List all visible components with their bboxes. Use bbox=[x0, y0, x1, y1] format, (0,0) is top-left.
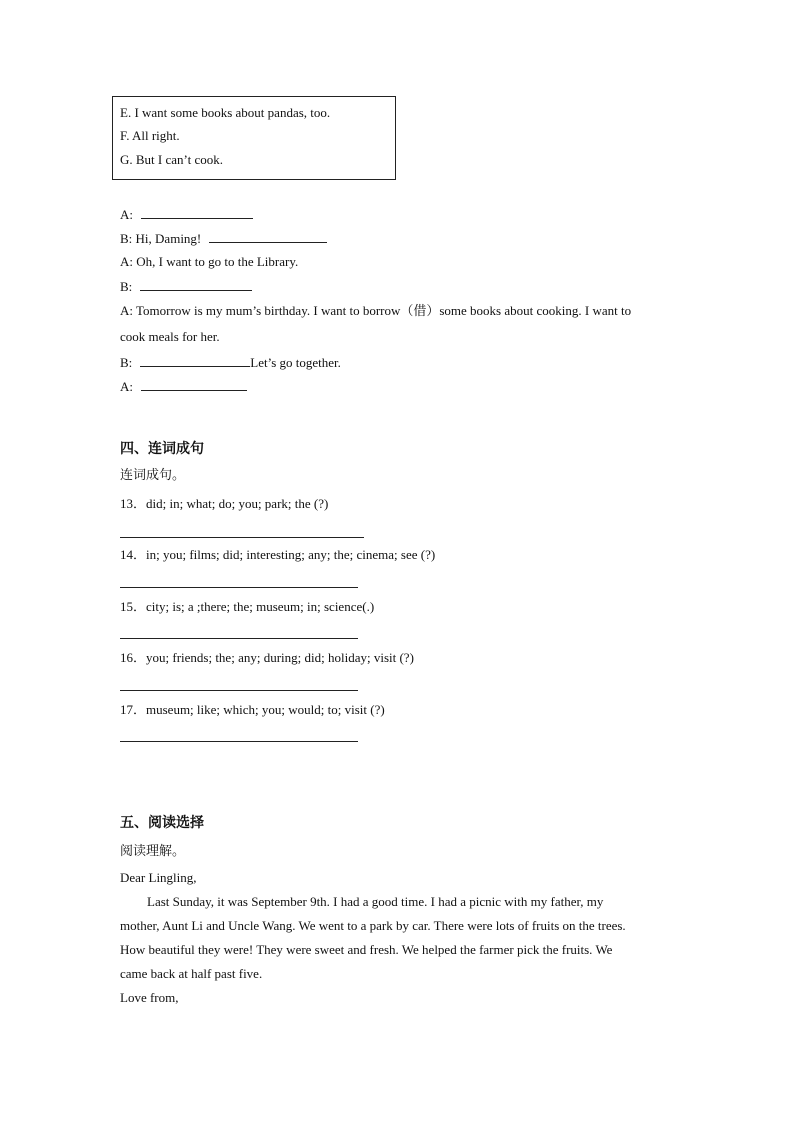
answer-blank-1[interactable] bbox=[141, 207, 253, 219]
question-15: 15．city; is; a ;there; the; museum; in; science(.) bbox=[120, 599, 375, 614]
answer-line-13[interactable] bbox=[120, 537, 364, 538]
option-g: G. But I can’t cook. bbox=[120, 152, 224, 167]
answer-line-16[interactable] bbox=[120, 690, 358, 691]
answer-blank-3[interactable] bbox=[140, 279, 252, 291]
speaker-a: A: bbox=[120, 207, 133, 222]
dialogue-line-4 bbox=[120, 279, 252, 293]
dialogue-line-7 bbox=[120, 379, 247, 393]
letter-paragraph-line-2: mother, Aunt Li and Uncle Wang. We went to a park by car. There were lots of fruits on the trees. bbox=[120, 918, 626, 933]
speaker-b: B: bbox=[120, 231, 133, 246]
letter-paragraph-line-1: Last Sunday, it was September 9th. I had a good time. I had a picnic with my father, my bbox=[147, 894, 604, 909]
dialogue-line-5: A: Tomorrow is my mum’s birthday. I want to borrow（借）some books about cooking. I want to bbox=[120, 303, 632, 318]
letter-closing: Love from, bbox=[120, 990, 179, 1005]
letter-paragraph-line-3: How beautiful they were! They were sweet and fresh. We helped the farmer pick the fruits. We bbox=[120, 942, 613, 957]
speaker-b: B: bbox=[120, 279, 133, 294]
dialogue-line-1 bbox=[120, 207, 253, 221]
answer-line-17[interactable] bbox=[120, 741, 358, 742]
letter-greeting: Dear Lingling, bbox=[120, 870, 197, 885]
question-13: 13．did; in; what; do; you; park; the (?) bbox=[120, 496, 329, 511]
option-f: F. All right. bbox=[120, 128, 180, 143]
question-14: 14．in; you; films; did; interesting; any; the; cinema; see (?) bbox=[120, 547, 436, 562]
speaker-b: B: bbox=[120, 355, 133, 370]
dialogue-line-2 bbox=[120, 231, 327, 245]
option-e: E. I want some books about pandas, too. bbox=[120, 105, 331, 120]
section-4-heading: 四、连词成句 bbox=[120, 441, 204, 457]
dialogue-text: Hi, Daming! bbox=[135, 231, 202, 246]
options-box bbox=[112, 96, 396, 180]
speaker-a: A: bbox=[120, 379, 133, 394]
letter-paragraph-line-4: came back at half past five. bbox=[120, 966, 263, 981]
answer-blank-5[interactable] bbox=[141, 379, 247, 391]
dialogue-line-5-cont: cook meals for her. bbox=[120, 329, 220, 344]
answer-blank-2[interactable] bbox=[209, 231, 327, 243]
dialogue-line-3: A: Oh, I want to go to the Library. bbox=[120, 254, 299, 269]
section-5-heading: 五、阅读选择 bbox=[120, 815, 204, 831]
section-5-instruction: 阅读理解。 bbox=[120, 844, 186, 859]
section-4-instruction: 连词成句。 bbox=[120, 468, 186, 483]
answer-line-15[interactable] bbox=[120, 638, 358, 639]
answer-blank-4[interactable] bbox=[140, 355, 250, 367]
question-16: 16．you; friends; the; any; during; did; holiday; visit (?) bbox=[120, 650, 414, 665]
answer-line-14[interactable] bbox=[120, 587, 358, 588]
dialogue-line-6 bbox=[120, 355, 341, 369]
dialogue-text: Let’s go together. bbox=[250, 355, 341, 370]
question-17: 17．museum; like; which; you; would; to; visit (?) bbox=[120, 702, 385, 717]
